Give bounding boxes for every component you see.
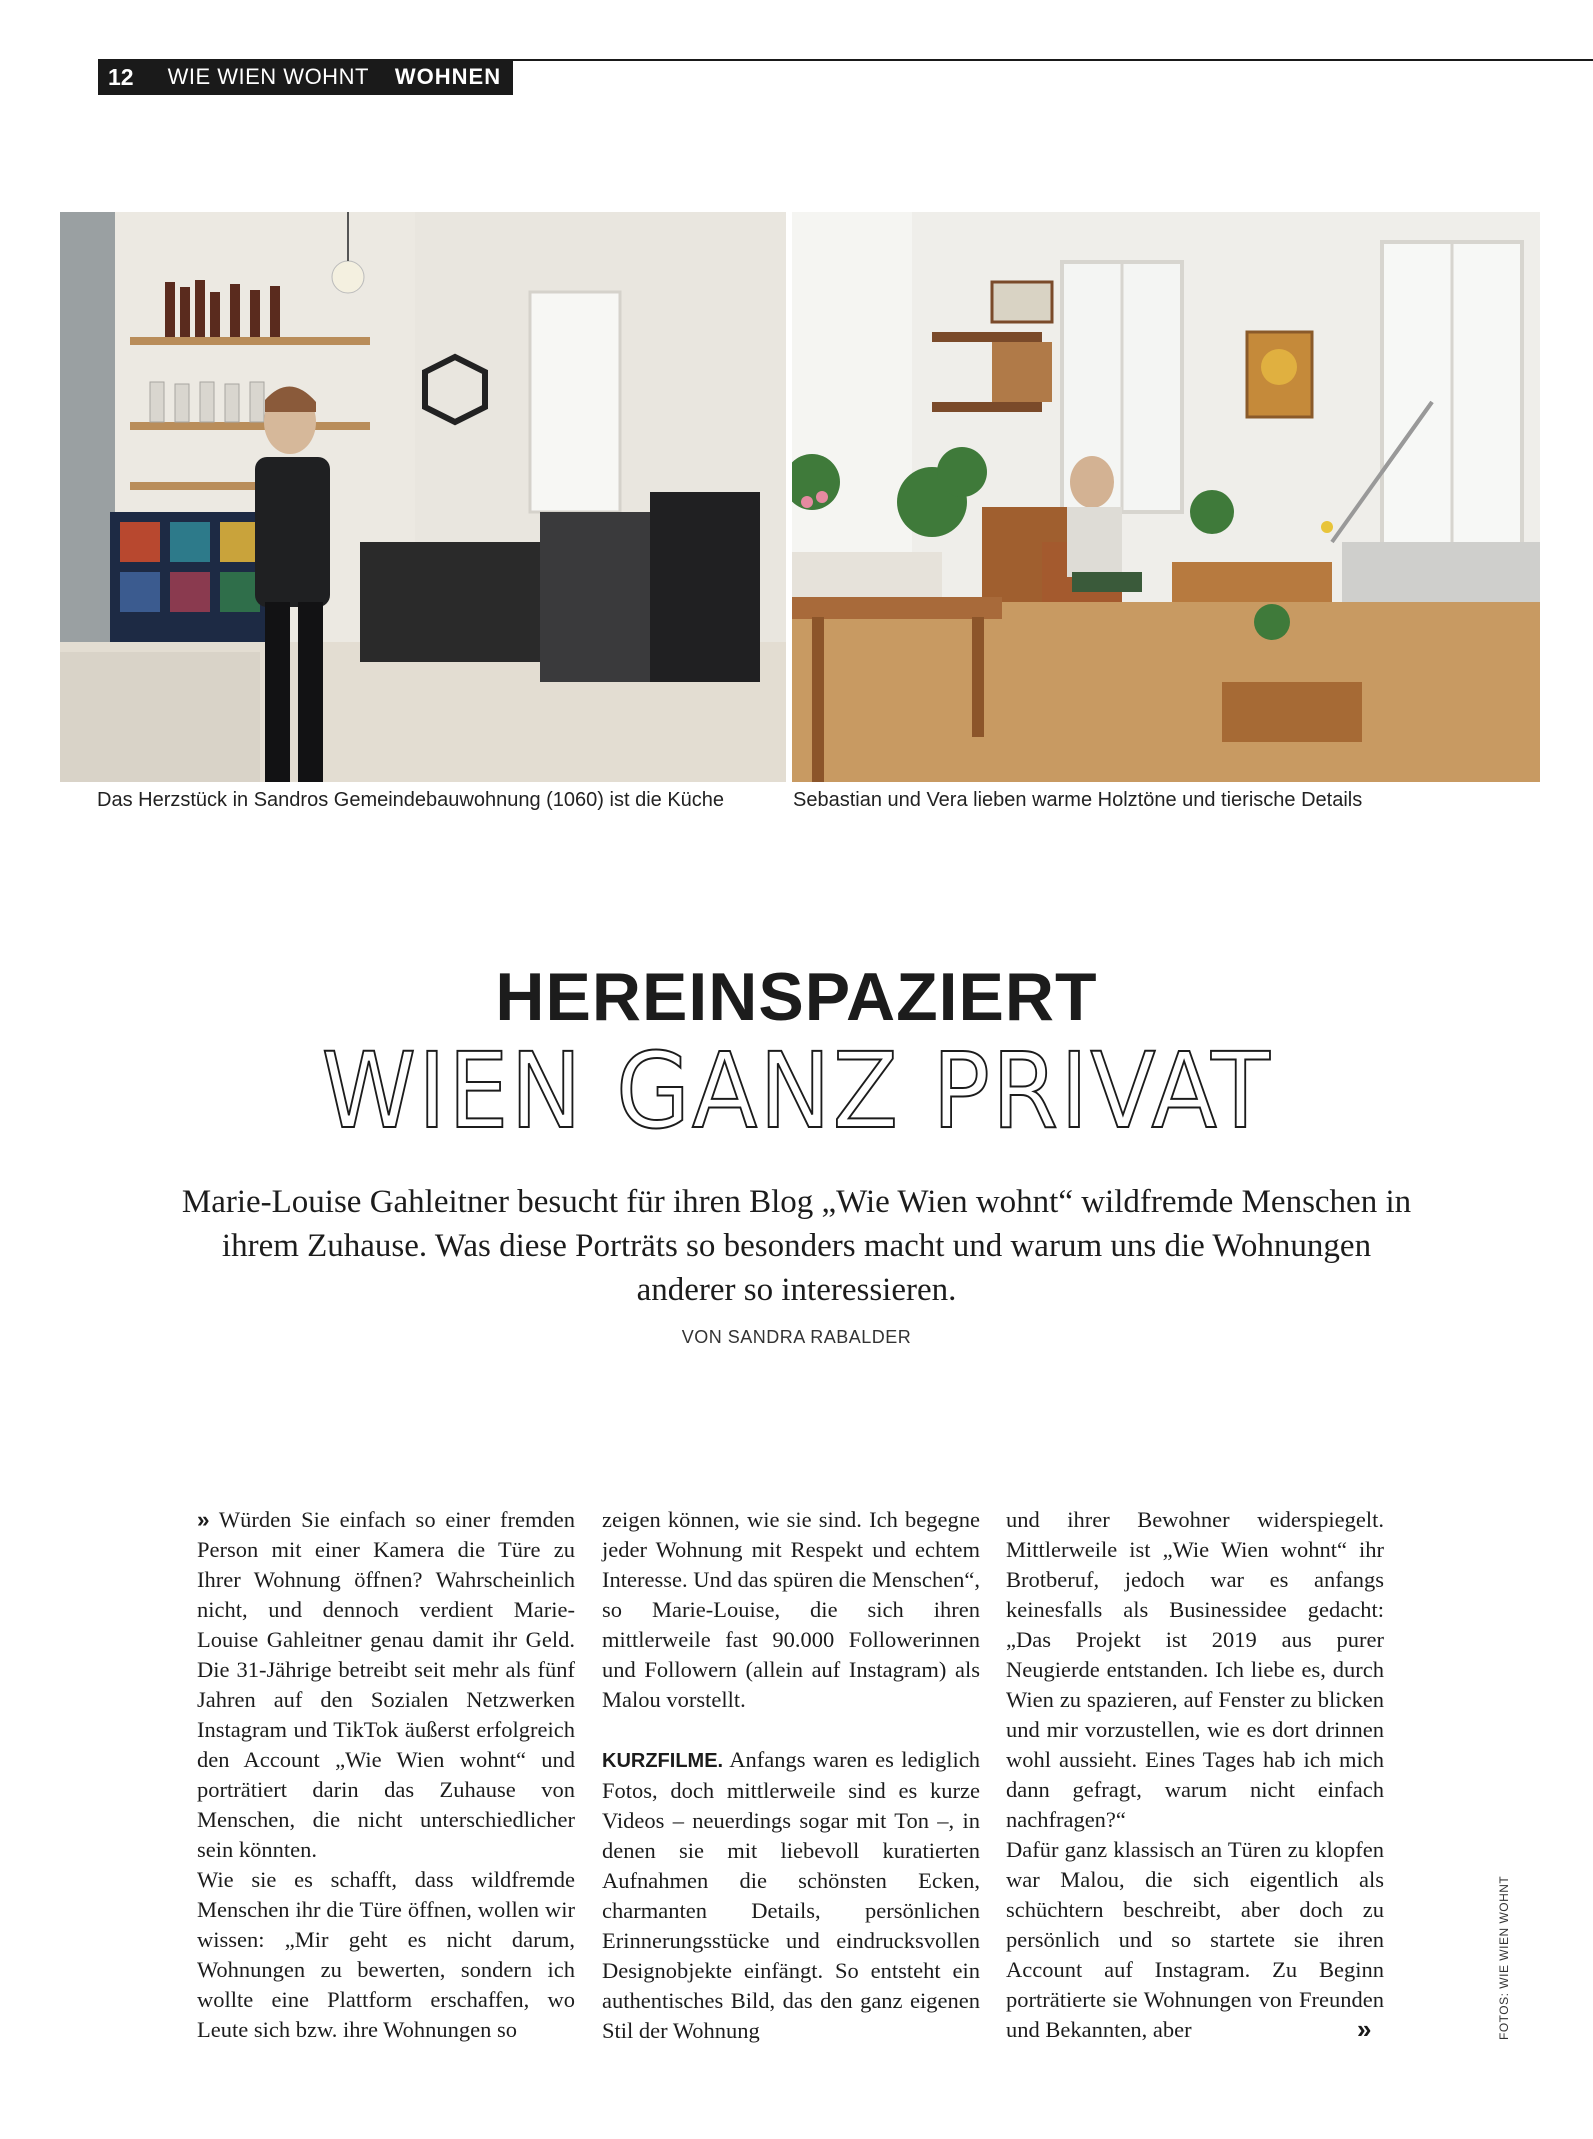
paragraph-text: Anfangs waren es lediglich Fotos, doch mittlerweile sind es kurze Videos – neuerdings sogar mit Ton –, in denen sie mit liebevoll kuratierten Aufnahmen die schönsten Ecken, charmanten Details, persönlichen Erinnerungsstücke und eindrucksvollen Designobjekte einfängt. So entsteht ein authentisches Bild, das den ganz eigenen Stil der Wohnung	[602, 1747, 981, 2043]
paragraph	[197, 1505, 575, 1865]
paragraph: Dafür ganz klassisch an Türen zu klopfen war Malou, die sich eigentlich als schüchtern beschreibt, aber doch zu persönlich und so startete sie ihren Account auf Instagram. Zu Beginn porträtierte sie Wohnungen von Freunden und Bekannten, aber	[1006, 1837, 1384, 2042]
article-column-3	[1006, 1505, 1384, 2045]
paragraph: und ihrer Bewohner widerspiegelt. Mittlerweile ist „Wie Wien wohnt“ ihr Brotberuf, jedoch war es anfangs keinesfalls als Businessidee gedacht: „Das Projekt ist 2019 aus purer Neugierde entstanden. Ich liebe es, durch Wien zu spazieren, auf Fenster zu blicken und mir vorzustellen, wie es dort drinnen wohl aussieht. Eines Tages hab ich mich dann gefragt, warum nicht einfach nachfragen?“	[1006, 1507, 1384, 1832]
article-column-2	[602, 1505, 980, 2046]
article-deck: Marie-Louise Gahleitner besucht für ihren Blog „Wie Wien wohnt“ wildfremde Menschen in ihrem Zuhause. Was diese Porträts so besonders macht und warum uns die Wohnungen anderer so interessieren.	[181, 1184, 1412, 1308]
article-byline: VON SANDRA RABALDER	[681, 1327, 912, 1347]
headline-text: WIEN GANZ PRIVAT	[321, 1030, 1272, 1152]
article-kicker: HEREINSPAZIERT	[495, 959, 1098, 1035]
article-column-1	[197, 1505, 575, 2045]
paragraph-text: Würden Sie einfach so einer fremden Person mit einer Kamera die Türe zu Ihrer Wohnung öffnen? Wahrscheinlich nicht, und dennoch verdient Marie-Louise Gahleitner genau damit ihr Geld. Die 31-Jährige betreibt seit mehr als fünf Jahren auf den Sozialen Netzwerken Instagram und TikTok äußerst erfolgreich den Account „Wie Wien wohnt“ und porträtiert darin das Zuhause von Menschen, die nicht unterschiedlicher sein könnten.	[197, 1507, 576, 1862]
kitchen-photo	[60, 212, 786, 782]
subheading: KURZFILME.	[602, 1750, 724, 1772]
category-label: WOHNEN	[394, 64, 502, 89]
paragraph: Wie sie es schafft, dass wildfremde Menschen ihr die Türe öffnen, wollen wir wissen: „Mir geht es nicht darum, Wohnungen zu bewerten, sondern ich wollte eine Plattform erschaffen, wo Leute sich bzw. ihre Wohnungen so	[197, 1867, 575, 2042]
kitchen-photo-caption: Das Herzstück in Sandros Gemeindebauwohnung (1060) ist die Küche	[97, 789, 725, 811]
paragraph	[602, 1745, 980, 2046]
living-room-photo	[792, 212, 1540, 782]
living-room-photo-caption: Sebastian und Vera lieben warme Holztöne und tierische Details	[793, 789, 1363, 811]
section-label: WIE WIEN WOHNT	[167, 64, 369, 89]
continue-mark-icon: »	[1357, 2014, 1372, 2044]
paragraph: zeigen können, wie sie sind. Ich begegne jeder Wohnung mit Respekt und echtem Interesse. Und das spüren die Menschen“, so Marie-Louise, die sich ihren mittlerweile fast 90.000 Followerinnen und Followern (allein auf Instagram) als Malou vorstellt.	[602, 1507, 981, 1712]
page-number: 12	[108, 63, 134, 90]
quote-mark-icon: »	[197, 1507, 210, 1532]
photo-credit: FOTOS: WIE WIEN WOHNT	[1497, 1875, 1511, 2040]
article-headline	[64, 1030, 1530, 1152]
section-header	[98, 59, 513, 95]
